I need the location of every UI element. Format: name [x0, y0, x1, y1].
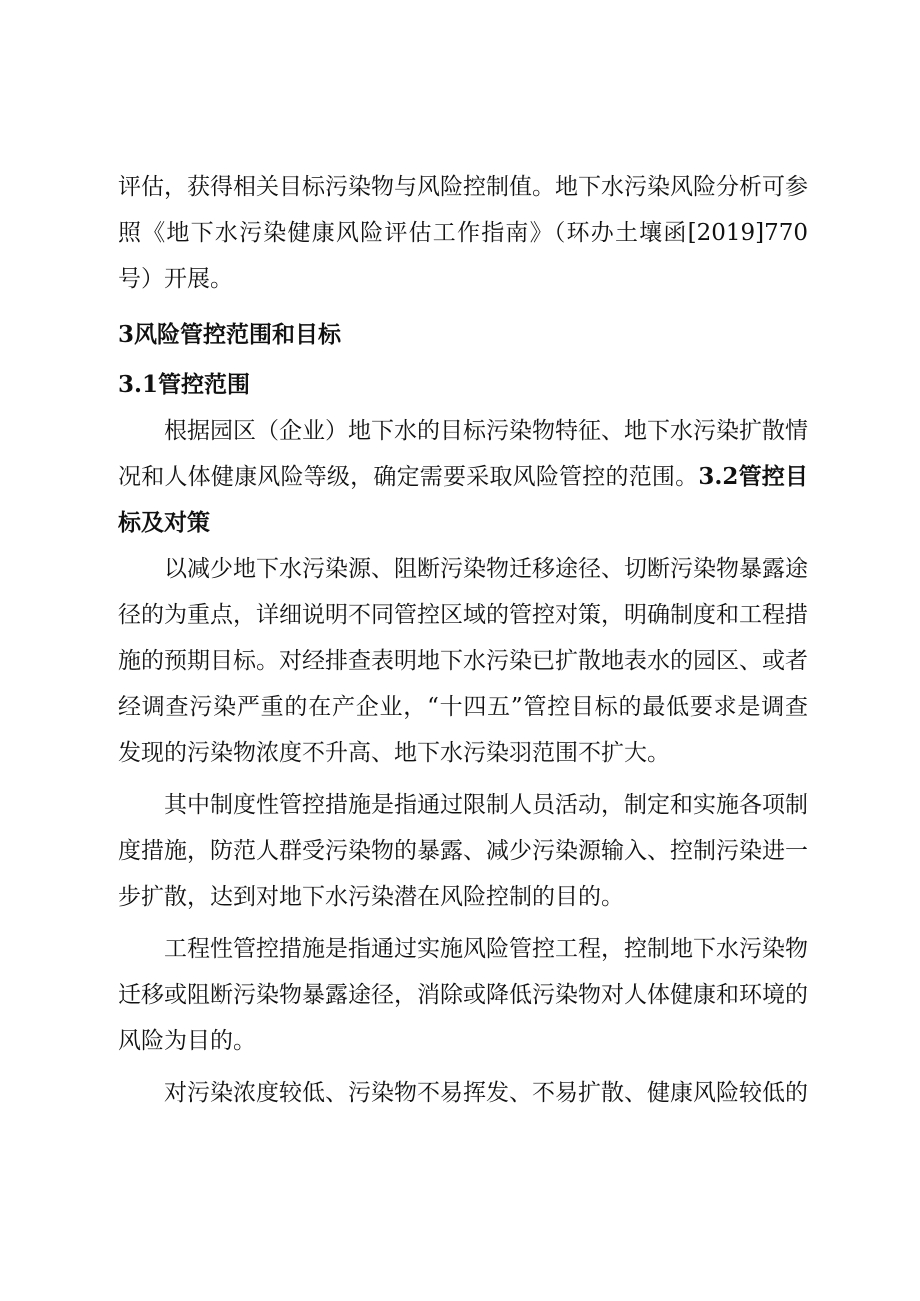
paragraph-risk-assessment-continuation: 评估，获得相关目标污染物与风险控制值。地下水污染风险分析可参照《地下水污染健康风险评估工作指南》（环办土壤函[2019]770号）开展。: [118, 174, 808, 292]
paragraph-institutional-measures: 其中制度性管控措施是指通过限制人员活动，制定和实施各项制度措施，防范人群受污染物的暴露、减少污染源输入、控制污染进一步扩散，达到对地下水污染潜在风险控制的目的。: [118, 792, 808, 910]
paragraph-engineering-measures: 工程性管控措施是指通过实施风险管控工程，控制地下水污染物迁移或阻断污染物暴露途径，消除或降低污染物对人体健康和环境的风险为目的。: [118, 936, 808, 1054]
section-heading-3: 3风险管控范围和目标: [118, 321, 342, 348]
paragraph-control-objectives: 以减少地下水污染源、阻断污染物迁移途径、切断污染物暴露途径的为重点，详细说明不同管控区域的管控对策，明确制度和工程措施的预期目标。对经排查表明地下水污染已扩散地表水的园区、或者经调查污染严重的在产企业，“十四五”管控目标的最低要求是调查发现的污染物浓度不升高、地下水污染羽范围不扩大。: [118, 556, 808, 766]
paragraph-low-risk-case: 对污染浓度较低、污染物不易挥发、不易扩散、健康风险较低的: [164, 1080, 808, 1106]
section-heading-3-2-inline: 3.2管控目标及对策: [118, 463, 808, 536]
document-page: [118, 164, 808, 1116]
paragraph-control-scope: [118, 408, 808, 546]
section-heading-3-1: 3.1管控范围: [118, 371, 251, 398]
paragraph-control-scope-text: 根据园区（企业）地下水的目标污染物特征、地下水污染扩散情况和人体健康风险等级，确定需要采取风险管控的范围。: [118, 418, 808, 490]
